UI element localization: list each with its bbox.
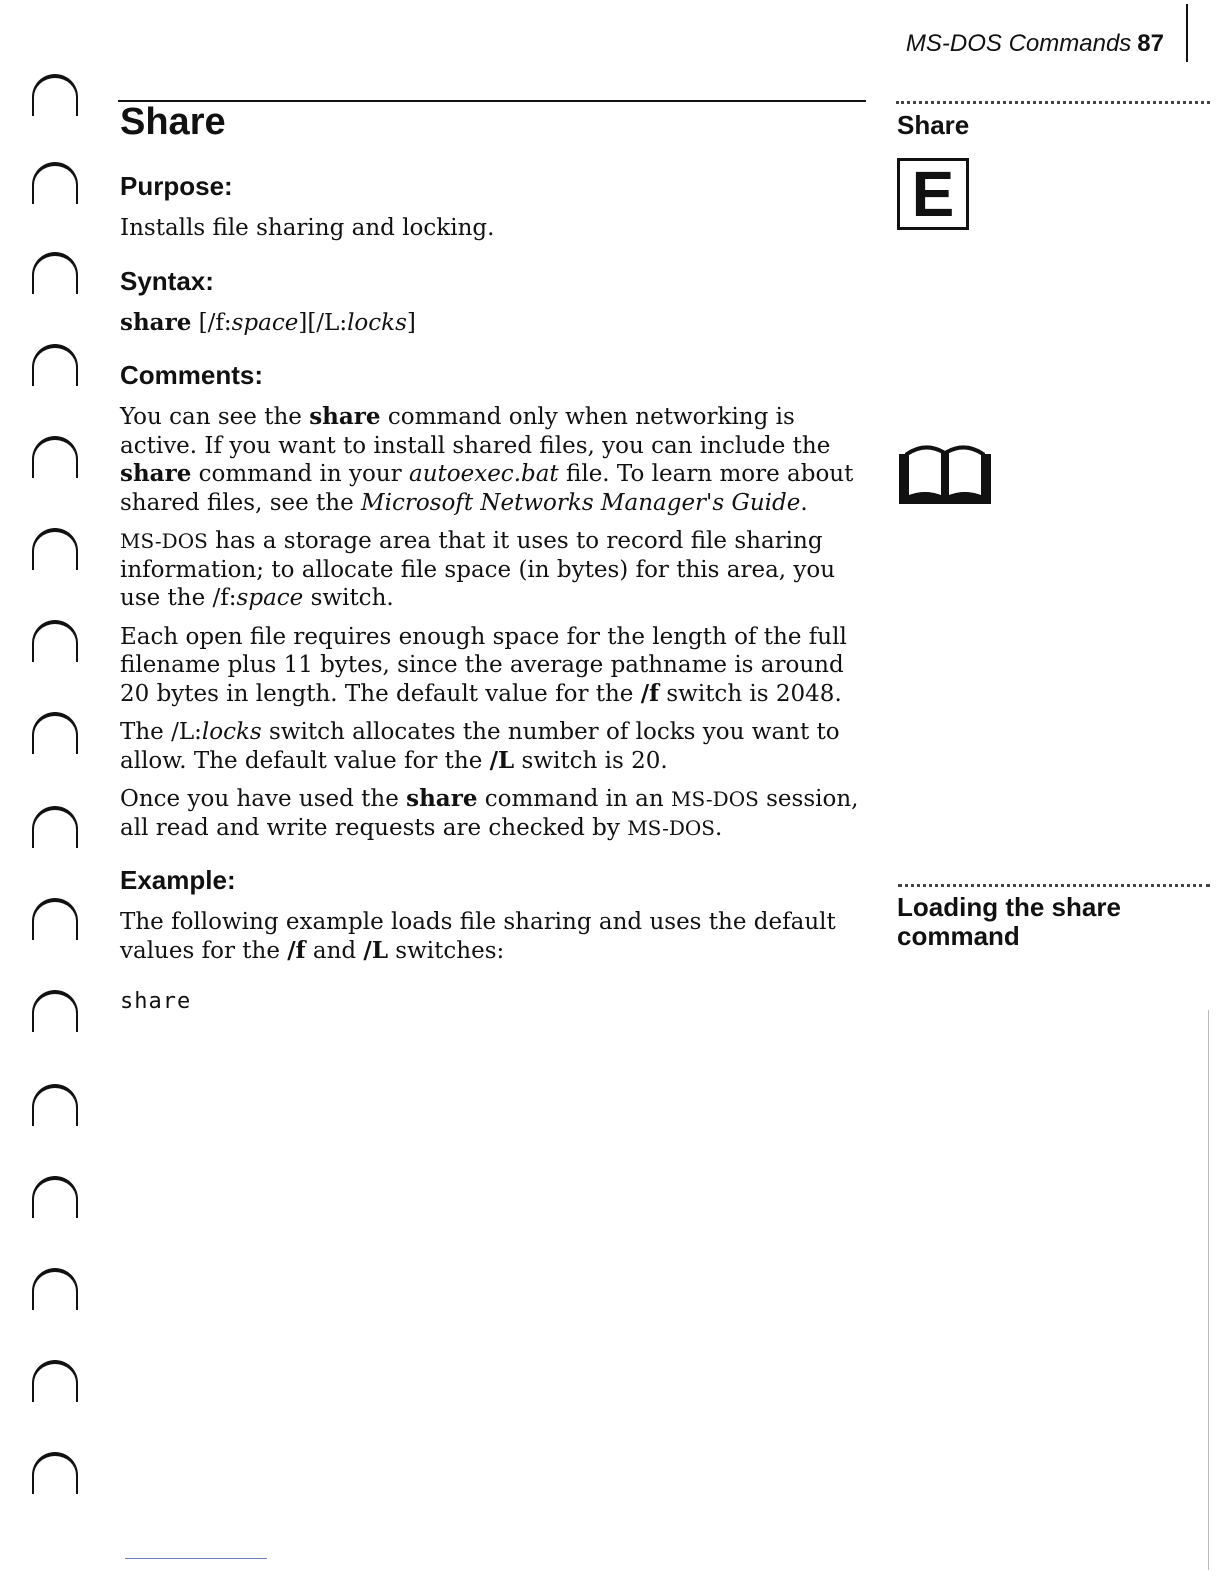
binder-hole [32, 1452, 78, 1494]
binder-hole [32, 1268, 78, 1310]
text: has a storage area that it uses to record file sharing information; to allocate file space (in bytes) for this area, you use the [120, 528, 836, 611]
comments-paragraph-3 [120, 623, 865, 709]
binder-hole [32, 620, 78, 662]
purpose-heading: Purpose: [120, 171, 233, 201]
page-title: Share [120, 101, 226, 143]
footer-rule [125, 1558, 267, 1559]
running-header-title: MS-DOS Commands [905, 30, 1132, 57]
command-name: share [309, 403, 381, 430]
text: command only when networking is active. If you want to install shared files, you can include the [120, 404, 831, 459]
main-content [120, 100, 865, 1014]
sidebar-title: Share [897, 110, 970, 140]
param: locks [201, 719, 262, 745]
text: switch. [303, 585, 394, 611]
text: switch allocates the number of locks you want to allow. The default value for the [120, 719, 840, 774]
sidebar-rule [896, 101, 1210, 104]
comments-paragraph-1 [120, 403, 865, 517]
syntax-heading: Syntax: [120, 265, 214, 296]
switch: /f [287, 936, 306, 964]
e-badge-icon: E [897, 158, 969, 230]
command-name: share [406, 785, 478, 812]
text: The [120, 719, 172, 745]
switch: /L: [171, 719, 202, 745]
binder-hole [32, 344, 78, 386]
binder-hole [32, 990, 78, 1032]
binder-hole [32, 252, 78, 294]
switch: /f [640, 679, 660, 707]
text: file. To learn more about shared files, see the [120, 461, 854, 516]
syntax-part: ] [406, 309, 416, 336]
binder-hole [32, 1084, 78, 1126]
text: switch is 2048. [659, 680, 842, 707]
example-heading: Example: [120, 865, 236, 895]
binder-hole [32, 528, 78, 570]
sidebar-note-rule [898, 884, 1210, 887]
msdos-term: MS-DOS [120, 529, 208, 553]
switch: /L [489, 746, 515, 774]
syntax-command: share [120, 308, 192, 336]
text: command in an [477, 786, 671, 812]
syntax-param-locks: locks [347, 309, 407, 336]
switch: /L [363, 936, 388, 964]
book-title: Microsoft Networks Manager's Guide [361, 489, 801, 516]
filename: autoexec.bat [409, 461, 559, 487]
header-bar [1186, 4, 1188, 62]
binder-hole [32, 74, 78, 116]
text: switches: [388, 937, 505, 964]
text: command in your [191, 461, 409, 487]
comments-paragraph-5 [120, 785, 865, 842]
comments-paragraph-4 [120, 718, 865, 775]
binder-hole [32, 1176, 78, 1218]
page-edge [1208, 1010, 1209, 1570]
param: space [236, 585, 304, 611]
text: session, all read and write requests are checked by [120, 786, 859, 841]
sidebar-note: Loading the share command [897, 892, 1121, 951]
comments-heading: Comments: [120, 360, 264, 390]
command-name: share [120, 460, 192, 487]
binder-hole [32, 898, 78, 940]
binder-hole [32, 1360, 78, 1402]
binder-hole [32, 436, 78, 478]
text: Each open file requires enough space for the length of the full filename plus 11 bytes, since the average pathname is around 20 bytes in length. The default value for the [120, 623, 847, 707]
text: switch is 20. [514, 747, 668, 774]
text: Once you have used the [120, 786, 407, 812]
binder-hole [32, 806, 78, 848]
binder-hole [32, 712, 78, 754]
syntax-part: [/f: [191, 309, 232, 336]
text: You can see the [120, 404, 310, 430]
example-code: share [120, 989, 192, 1014]
running-header [906, 30, 1164, 58]
text: . [715, 814, 723, 841]
purpose-text: Installs file sharing and locking. [120, 215, 495, 241]
page-number: 87 [1137, 30, 1164, 57]
text: The following example loads file sharing and uses the default values for the [120, 909, 836, 964]
msdos-term: MS-DOS [627, 815, 716, 840]
open-book-icon [897, 440, 993, 506]
text: and [305, 937, 364, 964]
switch: /f: [212, 585, 237, 611]
comments-paragraph-2 [120, 527, 865, 613]
syntax-part: ][/L: [298, 309, 348, 336]
syntax-line [120, 309, 865, 338]
text: . [800, 489, 808, 516]
binder-hole [32, 162, 78, 204]
msdos-term: MS-DOS [671, 787, 759, 811]
syntax-param-space: space [231, 309, 299, 336]
example-paragraph [120, 908, 865, 965]
